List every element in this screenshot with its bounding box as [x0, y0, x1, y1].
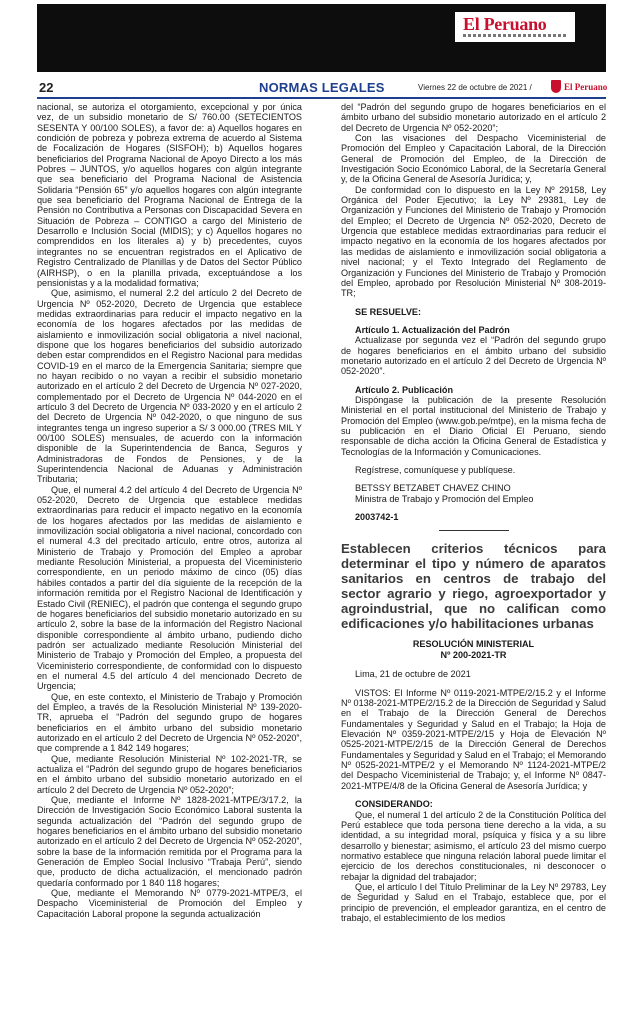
section-divider	[439, 530, 509, 531]
resolution-number: Nº 200-2021-TR	[440, 650, 507, 661]
place-date: Lima, 21 de octubre de 2021	[355, 669, 471, 680]
article-2-text: Dispóngase la publicación de la presente Resolución Ministerial en el portal institucional del Ministerio de Trabajo y Promoción del Empleo (www.gob.pe/mtpe), en la misma fecha de su publicación en el Diario Oficial El Peruano, siendo responsable de dicha acción la Oficina General de Estadística y Tecnologías de la Información y Comunicaciones.	[341, 394, 606, 457]
peru-shield-icon	[551, 80, 561, 93]
paragraph: Que, el numeral 1 del artículo 2 de la Constitución Política del Perú establece que toda persona tiene derecho a la vida, a su identidad, a su integridad moral, psíquica y física y a su libre desarrollo y bienestar; asimismo, el artículo 23 del mismo cuerpo normativo establece que ninguna relación laboral puede limitar el ejercicio de los derechos constitucionales, ni desconocer o rebajar la dignidad del trabajador;	[341, 809, 606, 882]
paragraph: Que, asimismo, el numeral 2.2 del artículo 2 del Decreto de Urgencia Nº 052-2020, Decreto de Urgencia que establece medidas extraordinarias para reducir el impacto negativo en la economía de los hogares afectados por las medidas de aislamiento e inmovilización social obligatoria a nivel nacional, dispone que los hogares beneficiarios del subsidio autorizado deben estar comprendidos en el Registro Nacional para medidas COVID-19 en el marco de la Emergencia Sanitaria; siempre que no hayan recibido o no vayan a recibir el subsidio monetario autorizado en el artículo 2 del Decreto de Urgencia Nº 027-2020, complementado por el Decreto de Urgencia Nº 044-2020 en el artículo 3 del Decreto de Urgencia Nº 033-2020 y en el artículo 2 del Decreto de Urgencia Nº 042-2020, o que ninguno de sus integrantes tenga un ingreso superior a S/ 3 000.00 (TRES MIL Y 00/100 SOLES) mensuales, de acuerdo con la información disponible de la Superintendencia de Banca, Seguros y Administradoras de Fondos de Pensiones, y de la Superintendencia Nacional de Aduanas y Administración Tributaria;	[37, 288, 302, 485]
paragraph: Que, mediante el Informe Nº 1828-2021-MTPE/3/17.2, la Dirección de Investigación Socio Económico Laboral sustenta la segunda actualización del “Padrón del segundo grupo de hogares beneficiarios en el ámbito urbano del subsidio monetario autorizado en el artículo 2 del Decreto de Urgencia Nº 052-2020”, sobre la base de la información remitida por el Programa para la Generación de Empleo Social Inclusivo “Trabaja Perú”, siendo que, producto de dicha actualización, el mencionado padrón quedaría conformado por 1 840 118 hogares;	[37, 795, 302, 888]
paragraph: Que, el numeral 4.2 del artículo 4 del Decreto de Urgencia Nº 052-2020, Decreto de Urgencia que establece medidas extraordinarias para reducir el impacto negativo en la economía de los hogares afectados por las medidas de aislamiento e inmovilización social obligatoria a nivel nacional, concordado con el numeral 4.3 del precitado artículo, entre otros, autoriza al Ministerio de Trabajo y Promoción del Empleo a aprobar mediante Resolución Ministerial, a propuesta del Viceministerio correspondiente, en un periodo máximo de cinco (05) días hábiles contados a partir del día siguiente de la recepción de la información remitida por el Registro Nacional de Identificación y Estado Civil (RENIEC), el padrón que contenga el segundo grupo de hogares beneficiarios del subsidio monetario autorizado en su artículo 2, sobre la base de la información del Registro Nacional disponible correspondiente al ámbito urbano, pudiendo dicho padrón ser actualizado mediante Resolución Ministerial del Ministerio de Trabajo y Promoción del Empleo, a propuesta del Viceministerio correspondiente, de conformidad con lo dispuesto en el numeral 4.5 del artículo 4 del mencionado Decreto de Urgencia;	[37, 484, 302, 692]
page-number: 22	[39, 80, 54, 95]
paragraph: Que, mediante el Memorando Nº 0779-2021-MTPE/3, el Despacho Viceministerial de Promoción del Empleo y Capacitación Laboral propone la segunda actualización	[37, 888, 302, 919]
se-resuelve-heading: SE RESUELVE:	[355, 306, 422, 317]
vistos-paragraph: VISTOS: El Informe Nº 0119-2021-MTPE/2/15.2 y el Informe Nº 0138-2021-MTPE/2/15.2 de la Dirección de Seguridad y Salud en el Trabajo de la Dirección General de Derechos Fundamentales y Seguridad y Salud en el Trabajo; la Hoja de Elevación Nº 0359-2021-MTPE/2/15 y Hoja de Elevación Nº 0525-2021-MTPE/2/15 de la Dirección General de Derechos Fundamentales y Seguridad y Salud en el Trabajo; el Memorando Nº 0525-2021-MTPE/2 y el Memorando Nº 1124-2021-MTPE/2 del Despacho Viceministerial de Trabajo; y, el Informe Nº 0847-2021-MTPE/4/8 de la Oficina General de Asesoría Jurídica; y	[341, 687, 606, 791]
considerando-heading: CONSIDERANDO:	[355, 799, 433, 810]
issue-date: Viernes 22 de octubre de 2021 /	[418, 83, 532, 92]
signer-title: Ministra de Trabajo y Promoción del Empleo	[355, 493, 534, 504]
header-rule	[37, 97, 606, 99]
article-1-title: Artículo 1. Actualización del Padrón	[355, 324, 510, 335]
article-title: Establecen criterios técnicos para determinar el tipo y número de aparatos sanitarios en centros de trabajo del sector agrario y riego, agroexportador y agroindustrial, que no califican como edificaciones y/o habilitaciones urbanas	[341, 541, 606, 632]
section-title: NORMAS LEGALES	[259, 80, 385, 95]
paragraph: Que, en este contexto, el Ministerio de Trabajo y Promoción del Empleo, a través de la Resolución Ministerial Nº 139-2020-TR, aprueba el “Padrón del segundo grupo de hogares beneficiarios en el ámbito urbano del subsidio monetario autorizado en el artículo 2 del Decreto de Urgencia Nº 052-2020”, que comprende a 1 842 149 hogares;	[37, 691, 302, 754]
resolution-label: RESOLUCIÓN MINISTERIAL	[412, 639, 535, 650]
header-logo: El Peruano	[564, 82, 608, 92]
logo-text: El Peruano	[463, 14, 547, 34]
article-1-text: Actualizase por segunda vez el “Padrón del segundo grupo de hogares beneficiarios en el ámbito urbano del subsidio monetario autorizado en el artículo 2 del Decreto de Urgencia Nº 052-2020”.	[341, 335, 606, 377]
document-code: 2003742-1	[355, 512, 399, 523]
right-column	[341, 102, 606, 923]
page-header	[37, 80, 606, 98]
paragraph: nacional, se autoriza el otorgamiento, excepcional y por única vez, de un subsidio monetario de S/ 760.00 (SETECIENTOS SESENTA Y 00/100 SOLES), a favor de: a) Aquellos hogares en condición de pobreza y pobreza extrema de acuerdo al Sistema de Focalización de Hogares (SISFOH); b) Aquellos hogares beneficiarios del Programa Nacional de Apoyo Directo a los más Pobres – JUNTOS, y/o aquellos hogares con algún integrante que sea beneficiario del Programa Nacional de Asistencia Solidaria “Pensión 65” y/o aquellos hogares con algún integrante que sea beneficiario del Programa Nacional de Entrega de la Pensión no Contributiva a Personas con Discapacidad Severa en Situación de Pobreza – CONTIGO a cargo del Ministerio de Desarrollo e Inclusión Social (MIDIS); y c) Aquellos hogares no comprendidos en los literales a) y b) precedentes, cuyos integrantes no se encuentran registrados en el Aplicativo de Registro Centralizado de Planillas y de Datos del Sector Público (AIRHSP), o en la planilla privada, exceptuándose a los pensionistas y a la modalidad formativa;	[37, 102, 302, 288]
logo-underline	[463, 34, 567, 37]
article-2-title: Artículo 2. Publicación	[355, 384, 454, 395]
paragraph: Que, mediante Resolución Ministerial Nº 102-2021-TR, se actualiza el “Padrón del segundo grupo de hogares beneficiarios en el ámbito urbano del subsidio monetario autorizado en el artículo 2 del Decreto de Urgencia Nº 052-2020”;	[37, 753, 302, 795]
signer-name: BETSSY BETZABET CHAVEZ CHINO	[355, 483, 511, 494]
closing-formula: Regístrese, comuníquese y publíquese.	[355, 465, 516, 475]
left-column	[37, 102, 302, 919]
paragraph: Con las visaciones del Despacho Viceministerial de Promoción del Empleo y Capacitación Laboral, de la Dirección General de Promoción del Empleo, de la Dirección de Investigación Socio Económico Laboral, de la Secretaría General y, de la Oficina General de Asesoría Jurídica; y,	[341, 133, 606, 185]
paragraph: Que, el artículo I del Título Preliminar de la Ley Nº 29783, Ley de Seguridad y Salud en el Trabajo, establece que, por el principio de prevención, el empleador garantiza, en el centro de trabajo, el establecimiento de los medios	[341, 881, 606, 923]
paragraph: del “Padrón del segundo grupo de hogares beneficiarios en el ámbito urbano del subsidio monetario autorizado en el artículo 2 del Decreto de Urgencia Nº 052-2020”;	[341, 102, 606, 133]
paragraph: De conformidad con lo dispuesto en la Ley Nº 29158, Ley Orgánica del Poder Ejecutivo; la Ley Nº 29381, Ley de Organización y Funciones del Ministerio de Trabajo y Promoción del Empleo; el Decreto de Urgencia Nº 052-2020, Decreto de Urgencia que establece medidas extraordinarias para reducir el impacto negativo en la economía de los hogares afectados por las medidas de aislamiento e inmovilización social obligatoria a nivel nacional; y el Texto Integrado del Reglamento de Organización y Funciones del Ministerio de Trabajo y Promoción del Empleo, aprobado por Resolución Ministerial Nº 308-2019-TR;	[341, 184, 606, 299]
el-peruano-logo	[455, 12, 575, 42]
masthead-bar	[37, 4, 606, 72]
